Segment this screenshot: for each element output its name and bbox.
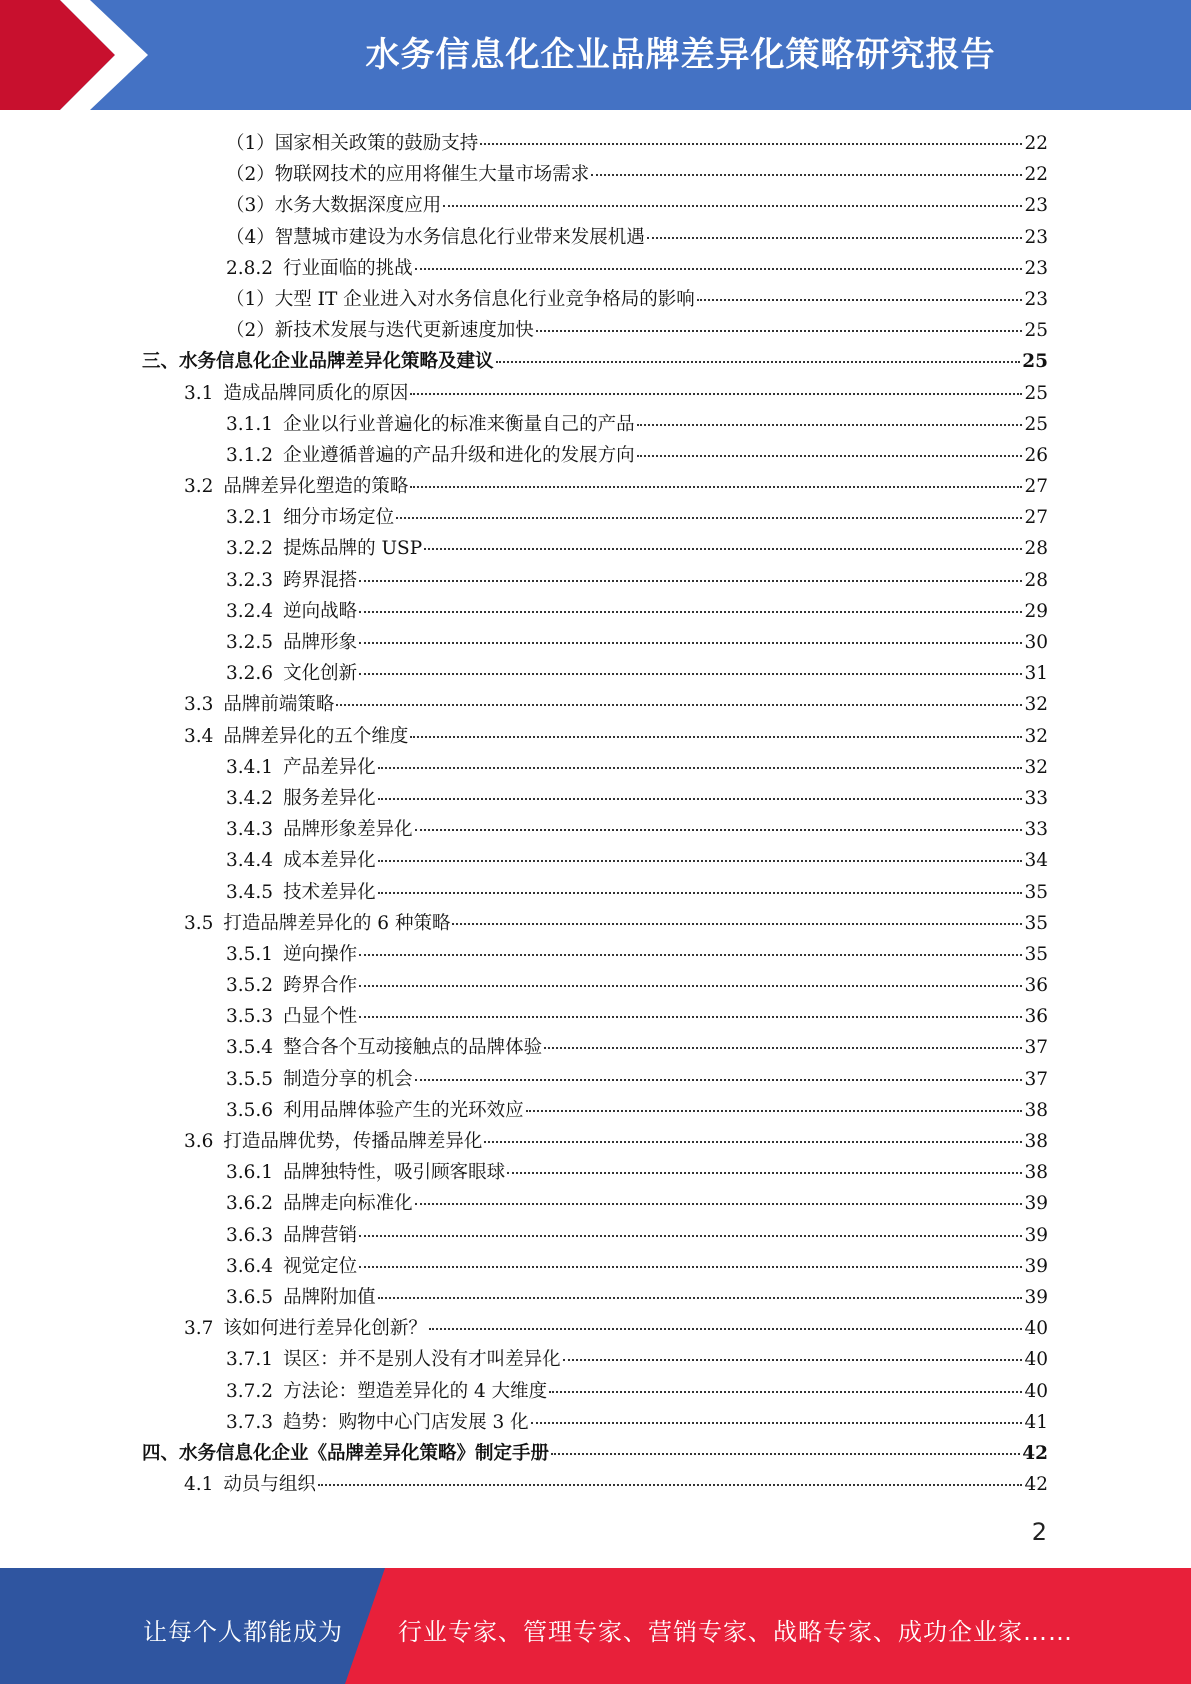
toc-entry-title: 趋势：购物中心门店发展 3 化 [283,1411,529,1433]
toc-entry-title: 跨界混搭 [283,569,358,591]
toc-entry-page: 35 [1024,912,1048,934]
toc-entry-page: 35 [1024,881,1048,903]
toc-entry-page: 26 [1024,444,1048,466]
toc-leader-dots [496,360,1021,363]
toc-leader-dots [637,454,1023,457]
toc-entry-label [184,908,450,939]
toc-entry-number: 3.2 [184,476,214,498]
toc-entry-label [226,1220,357,1251]
toc-entry[interactable] [142,378,1048,409]
toc-entry-label [226,1344,561,1375]
toc-leader-dots [415,267,1023,270]
toc-entry-number: （4） [226,226,275,248]
toc-entry-page: 40 [1024,1318,1048,1340]
toc-entry-title: 逆向战略 [283,600,358,622]
toc-entry-number: 3.6.2 [226,1193,274,1215]
toc-entry-number: （2） [226,320,275,342]
toc-entry-number: 3.4.1 [226,756,274,778]
toc-entry-label [226,939,357,970]
toc-entry[interactable] [142,908,1048,939]
toc-entry-number: 3.6.4 [226,1255,274,1277]
toc-entry-page: 40 [1024,1349,1048,1371]
toc-leader-dots [410,735,1022,738]
toc-entry-label [226,315,534,346]
toc-entry-page: 41 [1024,1411,1048,1433]
toc-entry-label [226,658,357,689]
toc-entry-page: 25 [1022,351,1048,373]
toc-entry-number: 4.1 [184,1474,214,1496]
toc-leader-dots [359,579,1022,582]
toc-entry-number: 3.6.5 [226,1286,274,1308]
toc-entry-label [184,721,408,752]
toc-entry[interactable] [142,627,1048,658]
toc-entry-page: 42 [1024,1474,1048,1496]
toc-entry[interactable] [142,1344,1048,1375]
toc-entry-page: 23 [1024,257,1048,279]
toc-entry-title: 品牌形象差异化 [283,819,413,841]
toc-entry[interactable] [142,346,1048,377]
toc-entry-label [226,627,357,658]
toc-leader-dots [484,1140,1022,1143]
toc-entry-page: 37 [1024,1037,1048,1059]
page-footer [0,1568,1191,1684]
toc-entry-number: 3.2.1 [226,507,274,529]
toc-entry-number: 3.1.1 [226,413,274,435]
toc-entry-number: （1） [226,133,275,154]
toc-entry-label [184,1126,482,1157]
toc-entry-number: 3.7.3 [226,1411,274,1433]
toc-entry-label [226,128,478,159]
toc-entry-number: 3.2.5 [226,632,274,653]
toc-entry-label [226,253,413,284]
toc-entry-title: 三、水务信息化企业品牌差异化策略及建议 [142,351,494,373]
toc-leader-dots [336,703,1022,706]
toc-entry-title: 品牌独特性，吸引顾客眼球 [283,1162,506,1184]
toc-entry[interactable] [142,689,1048,720]
toc-entry-page: 27 [1024,476,1048,498]
toc-entry-number: 3.2.3 [226,569,274,591]
toc-entry-title: 智慧城市建设为水务信息化行业带来发展机遇 [274,226,645,248]
toc-entry[interactable] [142,877,1048,908]
toc-leader-dots [507,1171,1022,1174]
toc-leader-dots [359,641,1022,644]
toc-entry-title: 技术差异化 [283,881,376,903]
toc-entry-number: 3.5.1 [226,943,274,965]
toc-entry-page: 23 [1024,195,1048,217]
toc-entry-title: 提炼品牌的 USP [283,538,423,560]
toc-entry-number: 3.7.1 [226,1349,274,1371]
toc-leader-dots [359,672,1022,675]
toc-leader-dots [359,1234,1022,1237]
toc-entry-title: 品牌差异化塑造的策略 [223,476,409,498]
toc-entry-number: 3.2.2 [226,538,274,560]
toc-entry-number: 3.5 [184,912,214,934]
toc-leader-dots [443,204,1022,207]
toc-entry-title: 该如何进行差异化创新？ [223,1318,427,1340]
toc-entry-page: 39 [1024,1193,1048,1215]
toc-leader-dots [359,984,1022,987]
toc-entry-title: 品牌形象 [283,632,358,653]
toc-entry[interactable] [142,1095,1048,1126]
toc-leader-dots [359,1265,1022,1268]
toc-entry-title: 企业遵循普遍的产品升级和进化的发展方向 [283,444,635,466]
toc-leader-dots [410,392,1022,395]
toc-entry-label [226,1407,529,1438]
toc-entry-label [226,1188,413,1219]
toc-leader-dots [318,1483,1023,1486]
toc-entry-title: 品牌前端策略 [223,694,335,716]
toc-entry[interactable] [142,1126,1048,1157]
toc-entry-page: 37 [1024,1068,1048,1090]
toc-entry-page: 22 [1024,164,1048,186]
toc-entry-label [226,190,441,221]
toc-entry-title: 方法论：塑造差异化的 4 大维度 [283,1380,548,1402]
toc-entry-number: 3.2.4 [226,600,274,622]
toc-entry-number: 3.5.2 [226,975,274,997]
toc-entry-page: 25 [1024,320,1048,342]
toc-entry-number: 3.1 [184,382,214,404]
toc-leader-dots [526,1109,1023,1112]
toc-entry-number: 3.6.3 [226,1224,274,1246]
toc-leader-dots [415,1078,1023,1081]
toc-leader-dots [378,891,1023,894]
toc-entry-title: 逆向操作 [283,943,358,965]
toc-entry-title: 凸显个性 [283,1006,358,1028]
toc-entry[interactable] [142,752,1048,783]
toc-entry-number: 3.5.5 [226,1068,274,1090]
toc-entry[interactable] [142,1032,1048,1063]
toc-entry-page: 30 [1024,632,1048,653]
toc-entry[interactable] [142,159,1048,190]
table-of-contents [142,128,1048,1500]
toc-entry-number: （2） [226,164,275,186]
toc-entry[interactable] [142,1188,1048,1219]
toc-entry-page: 25 [1024,413,1048,435]
toc-entry[interactable] [142,814,1048,845]
toc-entry-page: 39 [1024,1255,1048,1277]
toc-leader-dots [378,859,1023,862]
toc-leader-dots [415,1202,1023,1205]
toc-leader-dots [410,485,1022,488]
toc-entry[interactable] [142,658,1048,689]
toc-entry-title: 整合各个互动接触点的品牌体验 [283,1037,543,1059]
toc-entry-title: 利用品牌体验产生的光环效应 [283,1099,524,1121]
toc-entry[interactable] [142,1438,1048,1469]
toc-entry-title: 细分市场定位 [283,507,395,529]
toc-leader-dots [591,173,1022,176]
toc-entry-label [142,1438,549,1469]
toc-leader-dots [551,1452,1020,1455]
toc-leader-dots [359,953,1022,956]
toc-entry-number: 3.4.4 [226,850,274,872]
toc-entry-label [226,970,357,1001]
toc-entry-title: 动员与组织 [223,1474,316,1496]
toc-leader-dots [378,797,1023,800]
toc-entry-label [226,596,357,627]
toc-entry-page: 22 [1024,133,1048,154]
toc-entry[interactable] [142,1251,1048,1282]
toc-leader-dots [549,1390,1022,1393]
page-header [0,0,1191,110]
toc-entry[interactable] [142,409,1048,440]
toc-entry-title: 服务差异化 [283,787,376,809]
toc-entry-page: 32 [1024,694,1048,716]
toc-entry-label [226,1376,547,1407]
toc-entry[interactable] [142,939,1048,970]
toc-entry[interactable] [142,1157,1048,1188]
toc-entry-page: 39 [1024,1224,1048,1246]
toc-entry[interactable] [142,253,1048,284]
toc-leader-dots [359,1015,1022,1018]
toc-entry-number: 3.5.6 [226,1099,274,1121]
toc-entry[interactable] [142,1313,1048,1344]
toc-entry-label [226,284,695,315]
toc-leader-dots [378,766,1023,769]
toc-entry-page: 29 [1024,600,1048,622]
toc-entry-number: 3.5.3 [226,1006,274,1028]
toc-entry-page: 40 [1024,1380,1048,1402]
toc-entry-label [184,1313,427,1344]
toc-entry-number: 3.2.6 [226,663,274,685]
toc-entry-label [226,565,357,596]
toc-entry-page: 42 [1022,1442,1048,1464]
toc-entry-label [226,533,422,564]
toc-entry-title: 物联网技术的应用将催生大量市场需求 [274,164,590,186]
toc-entry-label [226,1157,505,1188]
toc-entry-number: 3.4.2 [226,787,274,809]
toc-entry[interactable] [142,128,1048,159]
header-chevron-decoration [0,0,160,110]
toc-entry[interactable] [142,222,1048,253]
toc-leader-dots [378,1296,1023,1299]
toc-entry-number: 2.8.2 [226,257,274,279]
toc-entry-number: 3.7.2 [226,1380,274,1402]
toc-entry-title: 新技术发展与迭代更新速度加快 [274,320,534,342]
toc-entry-label [226,845,376,876]
toc-leader-dots [429,1327,1023,1330]
toc-entry-page: 23 [1024,288,1048,310]
toc-entry[interactable] [142,970,1048,1001]
toc-entry-title: 文化创新 [283,663,358,685]
toc-entry-page: 31 [1024,663,1048,685]
toc-entry-page: 32 [1024,725,1048,747]
toc-entry-number: 3.5.4 [226,1037,274,1059]
toc-entry-label [226,502,394,533]
toc-entry-label [226,1095,524,1126]
toc-entry-title: 行业面临的挑战 [283,257,413,279]
toc-entry-page: 39 [1024,1286,1048,1308]
toc-entry-label [226,409,635,440]
toc-entry-page: 28 [1024,538,1048,560]
toc-entry-label [226,1282,376,1313]
toc-entry-page: 32 [1024,756,1048,778]
toc-entry-number: 3.4.3 [226,819,274,841]
toc-entry-label [226,877,376,908]
toc-entry-number: 3.4.5 [226,881,274,903]
toc-entry[interactable] [142,845,1048,876]
toc-entry[interactable] [142,565,1048,596]
toc-entry-title: 产品差异化 [283,756,376,778]
toc-entry-title: 造成品牌同质化的原因 [223,382,409,404]
toc-entry-title: 打造品牌差异化的 6 种策略 [223,912,451,934]
toc-leader-dots [531,1421,1023,1424]
toc-leader-dots [415,828,1023,831]
toc-leader-dots [536,329,1023,332]
toc-entry-label [142,346,494,377]
toc-entry[interactable] [142,596,1048,627]
toc-entry[interactable] [142,1282,1048,1313]
toc-entry-title: 误区：并不是别人没有才叫差异化 [283,1349,561,1371]
toc-entry-page: 28 [1024,569,1048,591]
toc-entry-label [226,814,413,845]
toc-entry[interactable] [142,1376,1048,1407]
toc-entry-label [226,752,376,783]
toc-leader-dots [396,516,1022,519]
toc-entry-label [226,1064,413,1095]
toc-entry-number: （3） [226,195,275,217]
toc-entry-label [184,471,408,502]
toc-entry-number: 3.7 [184,1318,214,1340]
toc-leader-dots [480,142,1022,145]
report-title: 水务信息化企业品牌差异化策略研究报告 [365,35,996,75]
toc-entry[interactable] [142,721,1048,752]
toc-entry[interactable] [142,471,1048,502]
toc-entry[interactable] [142,1064,1048,1095]
toc-entry[interactable] [142,533,1048,564]
toc-entry-title: 四、水务信息化企业《品牌差异化策略》制定手册 [142,1442,550,1464]
toc-entry-title: 品牌附加值 [283,1286,376,1308]
toc-entry-label [226,783,376,814]
toc-entry-title: 大型 IT 企业进入对水务信息化行业竞争格局的影响 [274,288,695,310]
toc-entry-title: 品牌走向标准化 [283,1193,413,1215]
toc-entry-title: 国家相关政策的鼓励支持 [274,133,479,154]
toc-entry-number: 3.6.1 [226,1162,274,1184]
toc-entry-number: 3.3 [184,694,214,716]
toc-entry-number: （1） [226,288,275,310]
toc-entry-title: 视觉定位 [283,1255,358,1277]
toc-leader-dots [424,547,1022,550]
toc-entry-title: 成本差异化 [283,850,376,872]
toc-entry-title: 制造分享的机会 [283,1068,413,1090]
toc-entry[interactable] [142,1220,1048,1251]
toc-entry-page: 34 [1024,850,1048,872]
toc-entry-page: 38 [1024,1099,1048,1121]
toc-leader-dots [697,298,1023,301]
toc-entry-label [184,1469,316,1500]
toc-entry[interactable] [142,1001,1048,1032]
toc-entry-number: 3.6 [184,1131,214,1152]
toc-entry-label [184,689,334,720]
footer-slogan-right: 行业专家、管理专家、营销专家、战略专家、成功企业家…… [398,1618,1073,1646]
toc-entry-page: 36 [1024,1006,1048,1028]
toc-entry-title: 打造品牌优势，传播品牌差异化 [223,1131,483,1152]
toc-entry-title: 跨界合作 [283,975,358,997]
toc-entry[interactable] [142,284,1048,315]
footer-slogan-left: 让每个人都能成为 [143,1618,343,1646]
toc-entry-label [226,222,645,253]
toc-entry-page: 35 [1024,943,1048,965]
toc-entry-number: 3.1.2 [226,444,274,466]
toc-entry-title: 品牌差异化的五个维度 [223,725,409,747]
toc-entry-title: 品牌营销 [283,1224,358,1246]
toc-leader-dots [647,236,1023,239]
toc-entry-page: 27 [1024,507,1048,529]
toc-entry[interactable] [142,1469,1048,1500]
toc-entry-page: 23 [1024,226,1048,248]
toc-entry[interactable] [142,440,1048,471]
toc-entry-page: 33 [1024,819,1048,841]
toc-entry-number: 3.4 [184,725,214,747]
toc-leader-dots [544,1046,1022,1049]
toc-entry-title: 水务大数据深度应用 [274,195,442,217]
toc-leader-dots [563,1358,1023,1361]
toc-entry-page: 38 [1024,1131,1048,1152]
toc-entry-page: 38 [1024,1162,1048,1184]
toc-leader-dots [359,610,1022,613]
toc-leader-dots [452,922,1022,925]
toc-entry-label [226,440,635,471]
toc-entry-page: 25 [1024,382,1048,404]
page-number: 2 [1031,1518,1047,1546]
toc-entry[interactable] [142,502,1048,533]
toc-leader-dots [637,423,1023,426]
toc-entry[interactable] [142,783,1048,814]
toc-entry-title: 企业以行业普遍化的标准来衡量自己的产品 [283,413,635,435]
toc-entry-label [226,1001,357,1032]
toc-entry[interactable] [142,1407,1048,1438]
toc-entry[interactable] [142,315,1048,346]
toc-entry-label [226,1251,357,1282]
toc-entry-label [226,159,589,190]
toc-entry-page: 36 [1024,975,1048,997]
toc-entry-label [184,378,408,409]
toc-entry[interactable] [142,190,1048,221]
toc-entry-label [226,1032,542,1063]
toc-entry-page: 33 [1024,787,1048,809]
